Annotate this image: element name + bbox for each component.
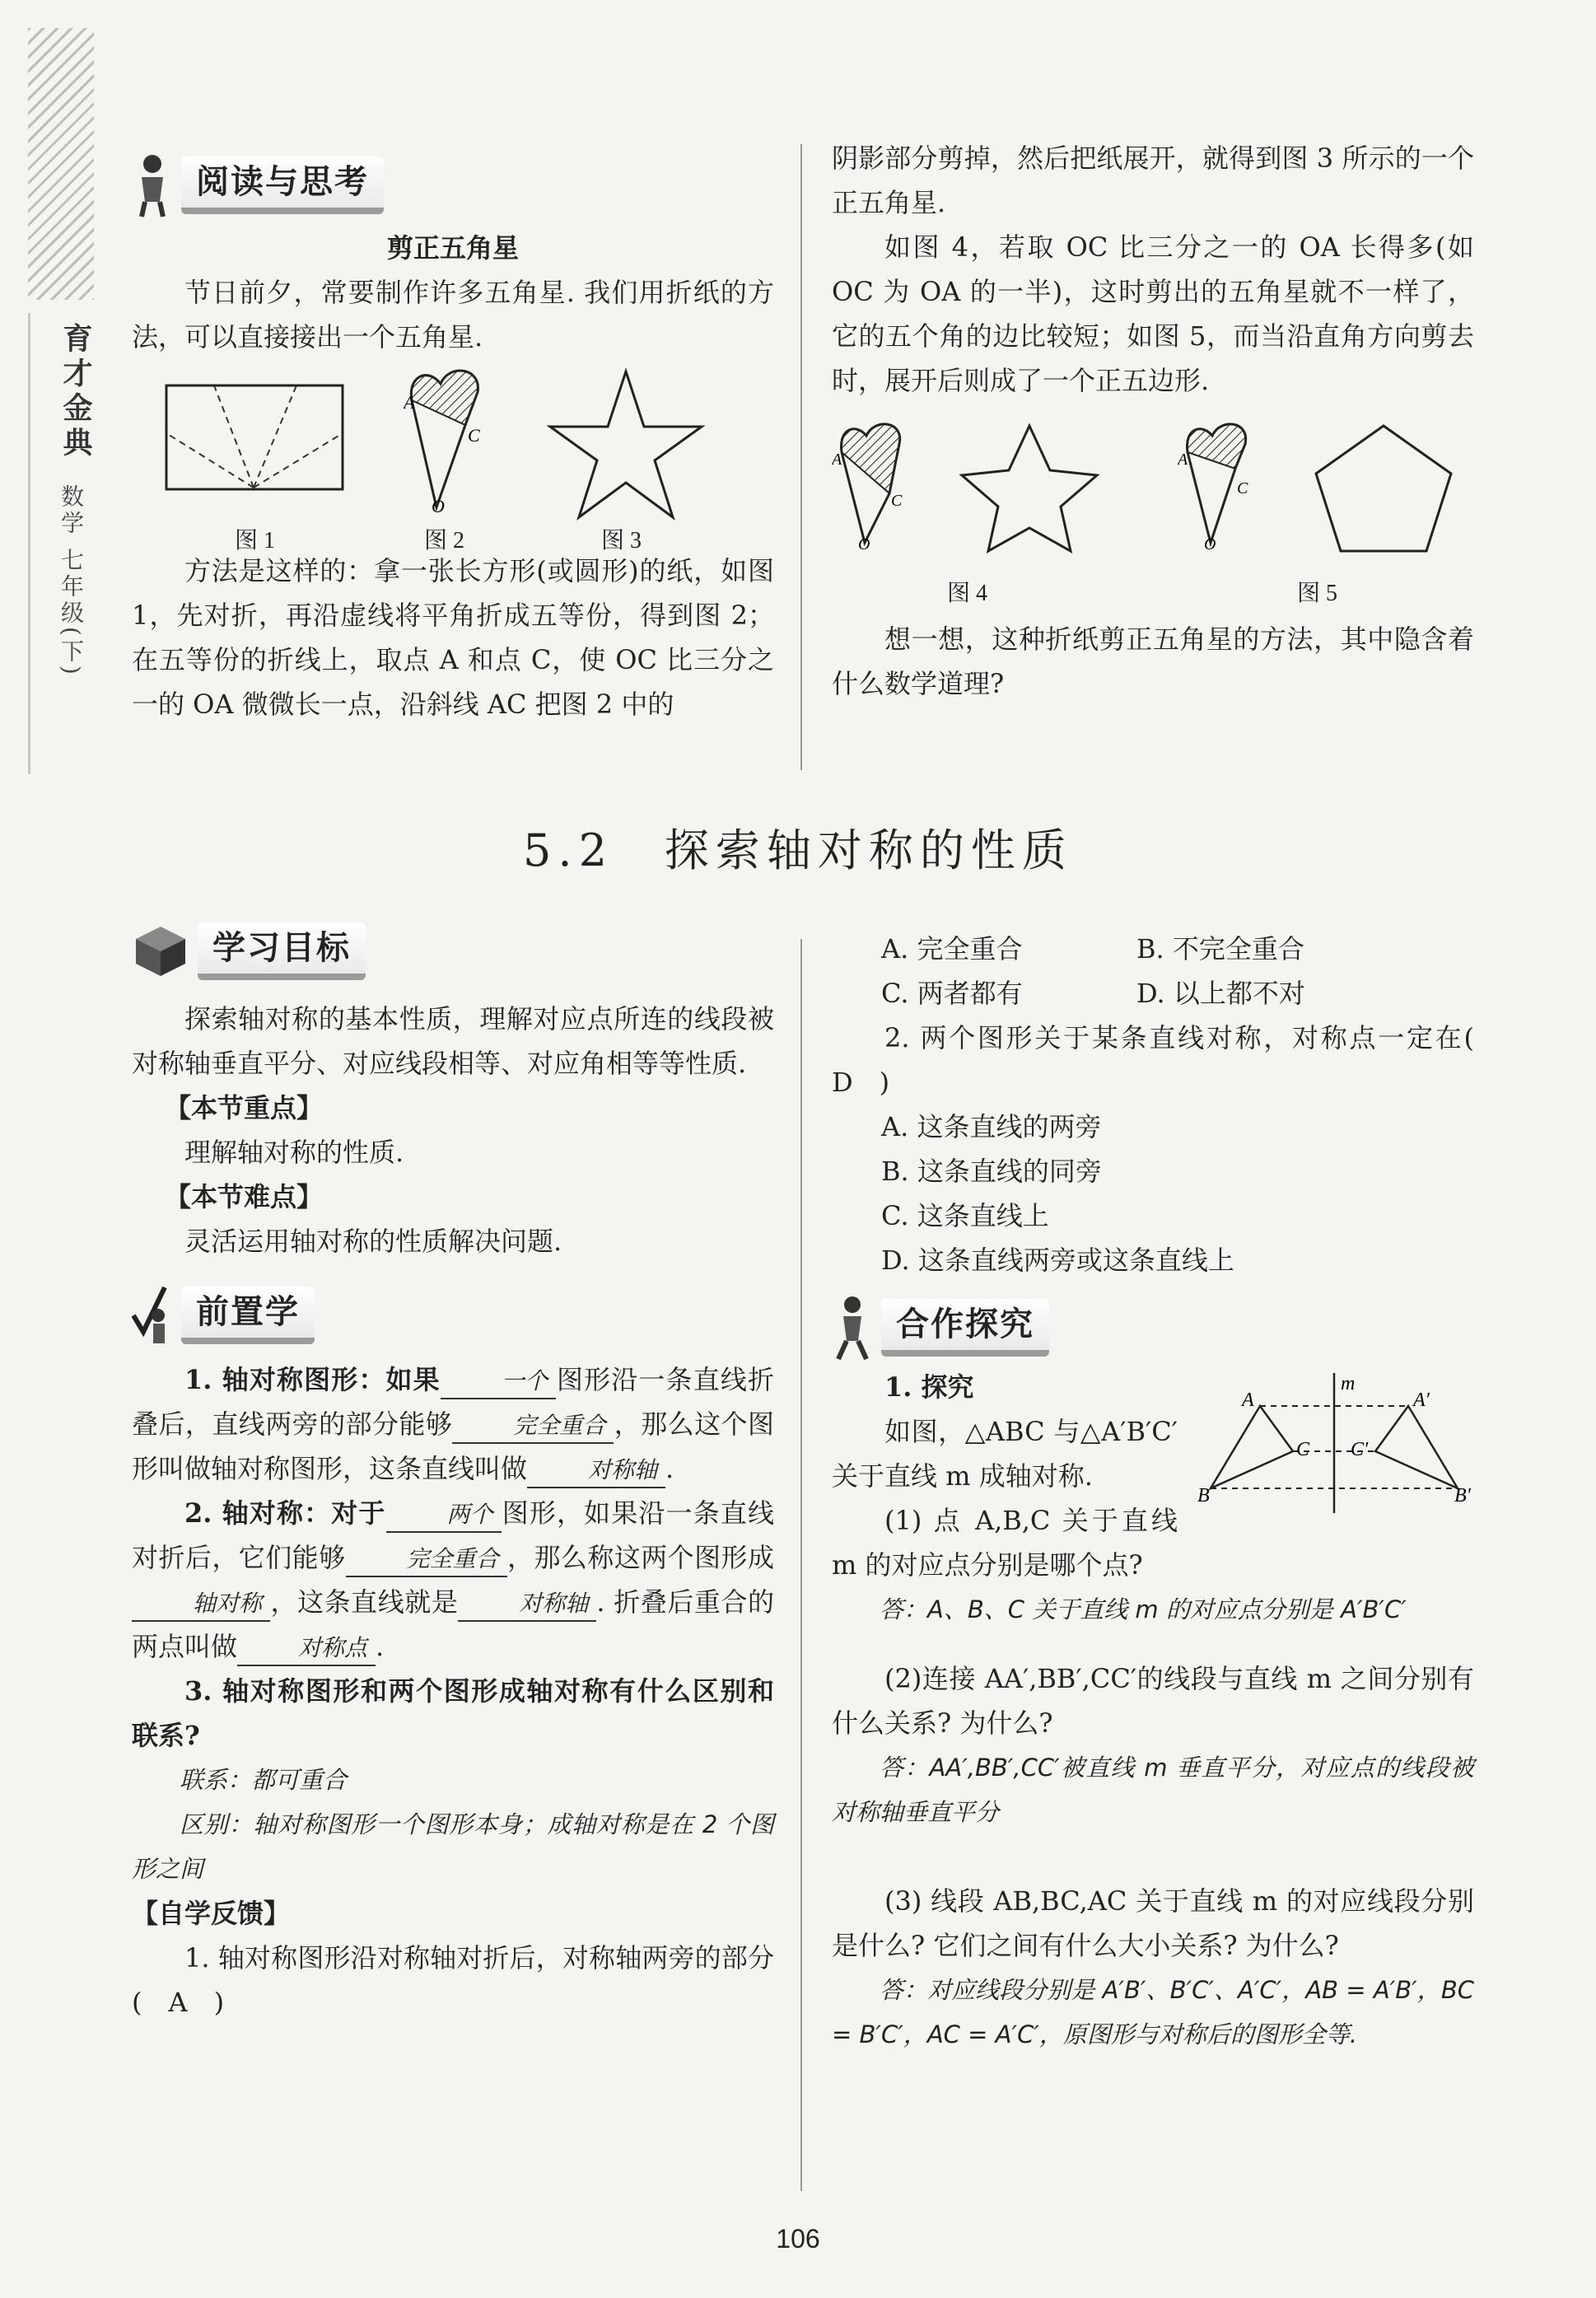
- study-right-column: [832, 927, 1501, 2057]
- f1-option-d: D. 以上都不对: [1136, 978, 1305, 1009]
- side-subject: 数学 七年级(下): [58, 484, 85, 678]
- coop-left-text: [832, 1365, 1178, 1587]
- feedback-label: 【自学反馈】: [132, 1898, 291, 1929]
- diag-label-B2: B′: [1454, 1485, 1471, 1506]
- figure-4-star: [955, 419, 1104, 559]
- coop-q3: (3) 线段 AB,BC,AC 关于直线 m 的对应线段分别是什么? 它们之间有什么大小关系? 为什么?: [832, 1885, 1474, 1961]
- feedback-q2: 2. 两个图形关于某条直线对称，对称点一定在( D ): [832, 1022, 1501, 1098]
- column-divider-bottom: [800, 939, 802, 2191]
- preview-q1: [132, 1357, 774, 1491]
- page-number: 106: [776, 2224, 820, 2254]
- figure-5-folded: [1178, 411, 1268, 551]
- q2-blank-5: 对称点: [237, 1632, 376, 1666]
- fig5-label-C: C: [1237, 479, 1248, 497]
- fig5-label-O: O: [1204, 535, 1216, 551]
- caption-fig3: 图 3: [601, 528, 642, 553]
- fig4-label-C: C: [891, 492, 903, 510]
- coop-s1: 1. 探究: [884, 1371, 974, 1403]
- f1-options-row-1: [881, 927, 1474, 971]
- goals-header: [132, 914, 774, 988]
- diag-label-B: B: [1197, 1485, 1210, 1506]
- diag-label-C2: C′: [1351, 1439, 1369, 1460]
- f2-option-a: A. 这条直线的两旁: [881, 1111, 1102, 1142]
- f2-option-d: D. 这条直线两旁或这条直线上: [881, 1245, 1234, 1276]
- coop-a3: 答：对应线段分别是 A′B′、B′C′、A′C′，AB = A′B′，BC = B′C′，AC = A′C′，原图形与对称后的图形全等.: [832, 1976, 1474, 2048]
- coop-explore-block: [832, 1365, 1474, 1587]
- q1-text-d: ，那么这个图形叫做轴对称图形，这条直线叫做: [132, 1408, 774, 1484]
- section-title: 5.2 探索轴对称的性质: [523, 824, 1073, 876]
- q2-text-a: 2. 轴对称：对于: [184, 1497, 386, 1529]
- coop-header-label: 合作探究: [881, 1299, 1049, 1357]
- q1-blank-3: 对称轴: [527, 1454, 665, 1488]
- runner-icon: [832, 1295, 873, 1361]
- corner-hatch-decoration: [28, 28, 94, 300]
- coop-a2: 答：AA′,BB′,CC′被直线 m 垂直平分，对应点的线段被对称轴垂直平分: [832, 1754, 1474, 1826]
- coop-q1: (1) 点 A,B,C 关于直线 m 的对应点分别是哪个点?: [832, 1505, 1178, 1581]
- q1-blank-2: 完全重合: [452, 1409, 614, 1444]
- reading-para1: 节日前夕，常要制作许多五角星. 我们用折纸的方法，可以直接接出一个五角星.: [132, 277, 774, 353]
- q1-text-e: .: [665, 1453, 674, 1484]
- cube-icon: [132, 922, 189, 980]
- study-left-column: [132, 914, 774, 2025]
- reading-title: 剪正五角星: [386, 232, 519, 264]
- q2-text-c: 图形，如果沿一条直线对折后，它们能够: [132, 1497, 774, 1573]
- thinker-icon: [132, 152, 173, 218]
- checkmark-person-icon: [132, 1282, 173, 1348]
- q2-text-d: ，那么称这两个图形成: [506, 1542, 774, 1573]
- figures-4-5: [832, 403, 1474, 617]
- feedback-q1: 1. 轴对称图形沿对称轴对折后，对称轴两旁的部分( A ): [132, 1942, 774, 2018]
- reading-para5: 想一想，这种折纸剪正五角星的方法，其中隐含着什么数学道理?: [832, 624, 1474, 699]
- fig5-label-A: A: [1178, 451, 1188, 469]
- fig2-label-A: A: [404, 392, 415, 413]
- coop-header: [832, 1291, 1474, 1365]
- key-text: 理解轴对称的性质.: [184, 1137, 404, 1168]
- f2-option-c: C. 这条直线上: [881, 1200, 1049, 1231]
- reading-para3: 阴影部分剪掉，然后把纸展开，就得到图 3 所示的一个正五角星.: [832, 142, 1474, 218]
- diag-label-C: C: [1296, 1439, 1310, 1460]
- figure-3-star: [544, 367, 708, 524]
- reading-para4: 如图 4，若取 OC 比三分之一的 OA 长得多(如 OC 为 OA 的一半)，这时剪出的五角星就不一样了，它的五个角的边比较短；如图 5，而当沿直角方向剪去时，展开后则成了一个正五边形.: [832, 231, 1474, 396]
- q2-blank-4: 对称轴: [458, 1587, 596, 1622]
- f1-option-c: C. 两者都有: [881, 978, 1023, 1009]
- diag-label-m: m: [1341, 1373, 1356, 1394]
- preview-header-label: 前置学: [181, 1287, 315, 1344]
- q1-text-c: 图形沿一条直线折叠后，直线两旁的部分能够: [132, 1364, 774, 1440]
- fig4-label-A: A: [832, 451, 842, 469]
- q2-blank-3: 轴对称: [132, 1587, 270, 1622]
- caption-fig5: 图 5: [1297, 581, 1338, 606]
- f1-options-row-2: [881, 971, 1474, 1016]
- goals-header-label: 学习目标: [198, 922, 366, 980]
- fig4-label-O: O: [858, 535, 870, 551]
- f1-option-b: B. 不完全重合: [1136, 933, 1304, 965]
- figure-4-folded: [832, 411, 922, 551]
- q2-text-g: .: [376, 1631, 385, 1662]
- column-divider-top: [800, 144, 802, 770]
- preview-header: [132, 1278, 774, 1352]
- preview-q3-answer-1: 联系：都可重合: [180, 1766, 348, 1794]
- reading-right-column: [832, 136, 1474, 706]
- caption-fig2: 图 2: [424, 528, 465, 553]
- figure-1-rectangle: [165, 384, 346, 499]
- diag-label-A2: A′: [1413, 1390, 1430, 1411]
- f1-option-a: A. 完全重合: [881, 933, 1023, 965]
- side-brand: 育才金典: [58, 323, 93, 461]
- q1-blank-1: 一个: [441, 1365, 556, 1399]
- symmetry-diagram: [1194, 1373, 1474, 1521]
- figures-1-3: [132, 359, 774, 553]
- coop-intro: 如图，△ABC 与△A′B′C′关于直线 m 成轴对称.: [832, 1416, 1178, 1492]
- figure-5-pentagon: [1309, 419, 1458, 559]
- q1-text-a: 1. 轴对称图形：如果: [184, 1364, 441, 1395]
- fig2-label-O: O: [432, 496, 445, 516]
- key-label: 【本节重点】: [165, 1092, 324, 1123]
- caption-fig4: 图 4: [947, 581, 988, 606]
- preview-q3-answer-2: 区别：轴对称图形一个图形本身；成轴对称是在 2 个图形之间: [132, 1810, 774, 1883]
- q2-blank-1: 两个: [386, 1498, 502, 1533]
- hard-text: 灵活运用轴对称的性质解决问题.: [184, 1226, 562, 1257]
- preview-q2: [132, 1491, 774, 1669]
- q2-text-f: . 折叠后重合的两点叫做: [132, 1586, 774, 1662]
- hard-label: 【本节难点】: [165, 1181, 324, 1212]
- reading-left-column: [132, 148, 774, 726]
- coop-q2: (2)连接 AA′,BB′,CC′的线段与直线 m 之间分别有什么关系? 为什么?: [832, 1663, 1474, 1739]
- fig2-label-C: C: [468, 425, 480, 446]
- figure-2-folded: [404, 359, 511, 516]
- f2-option-b: B. 这条直线的同旁: [881, 1156, 1102, 1187]
- spine-line: [28, 313, 42, 774]
- goals-text: 探索轴对称的基本性质，理解对应点所连的线段被对称轴垂直平分、对应线段相等、对应角相等等性质.: [132, 1003, 774, 1079]
- preview-q3: 3. 轴对称图形和两个图形成轴对称有什么区别和联系?: [132, 1675, 774, 1751]
- diag-label-A: A: [1242, 1390, 1254, 1411]
- reading-header-label: 阅读与思考: [181, 156, 384, 214]
- q2-text-e: ，这条直线就是: [270, 1586, 459, 1618]
- coop-a1: 答：A、B、C 关于直线 m 的对应点分别是 A′B′C′: [880, 1595, 1407, 1623]
- caption-fig1: 图 1: [235, 528, 276, 553]
- reading-para2: 方法是这样的：拿一张长方形(或圆形)的纸，如图 1，先对折，再沿虚线将平角折成五等份，得到图 2；在五等份的折线上，取点 A 和点 C，使 OC 比三分之一的 OA 微微长一点，沿斜线 AC 把图 2 中的: [132, 555, 774, 720]
- q2-blank-2: 完全重合: [346, 1543, 507, 1577]
- reading-header: [132, 148, 774, 222]
